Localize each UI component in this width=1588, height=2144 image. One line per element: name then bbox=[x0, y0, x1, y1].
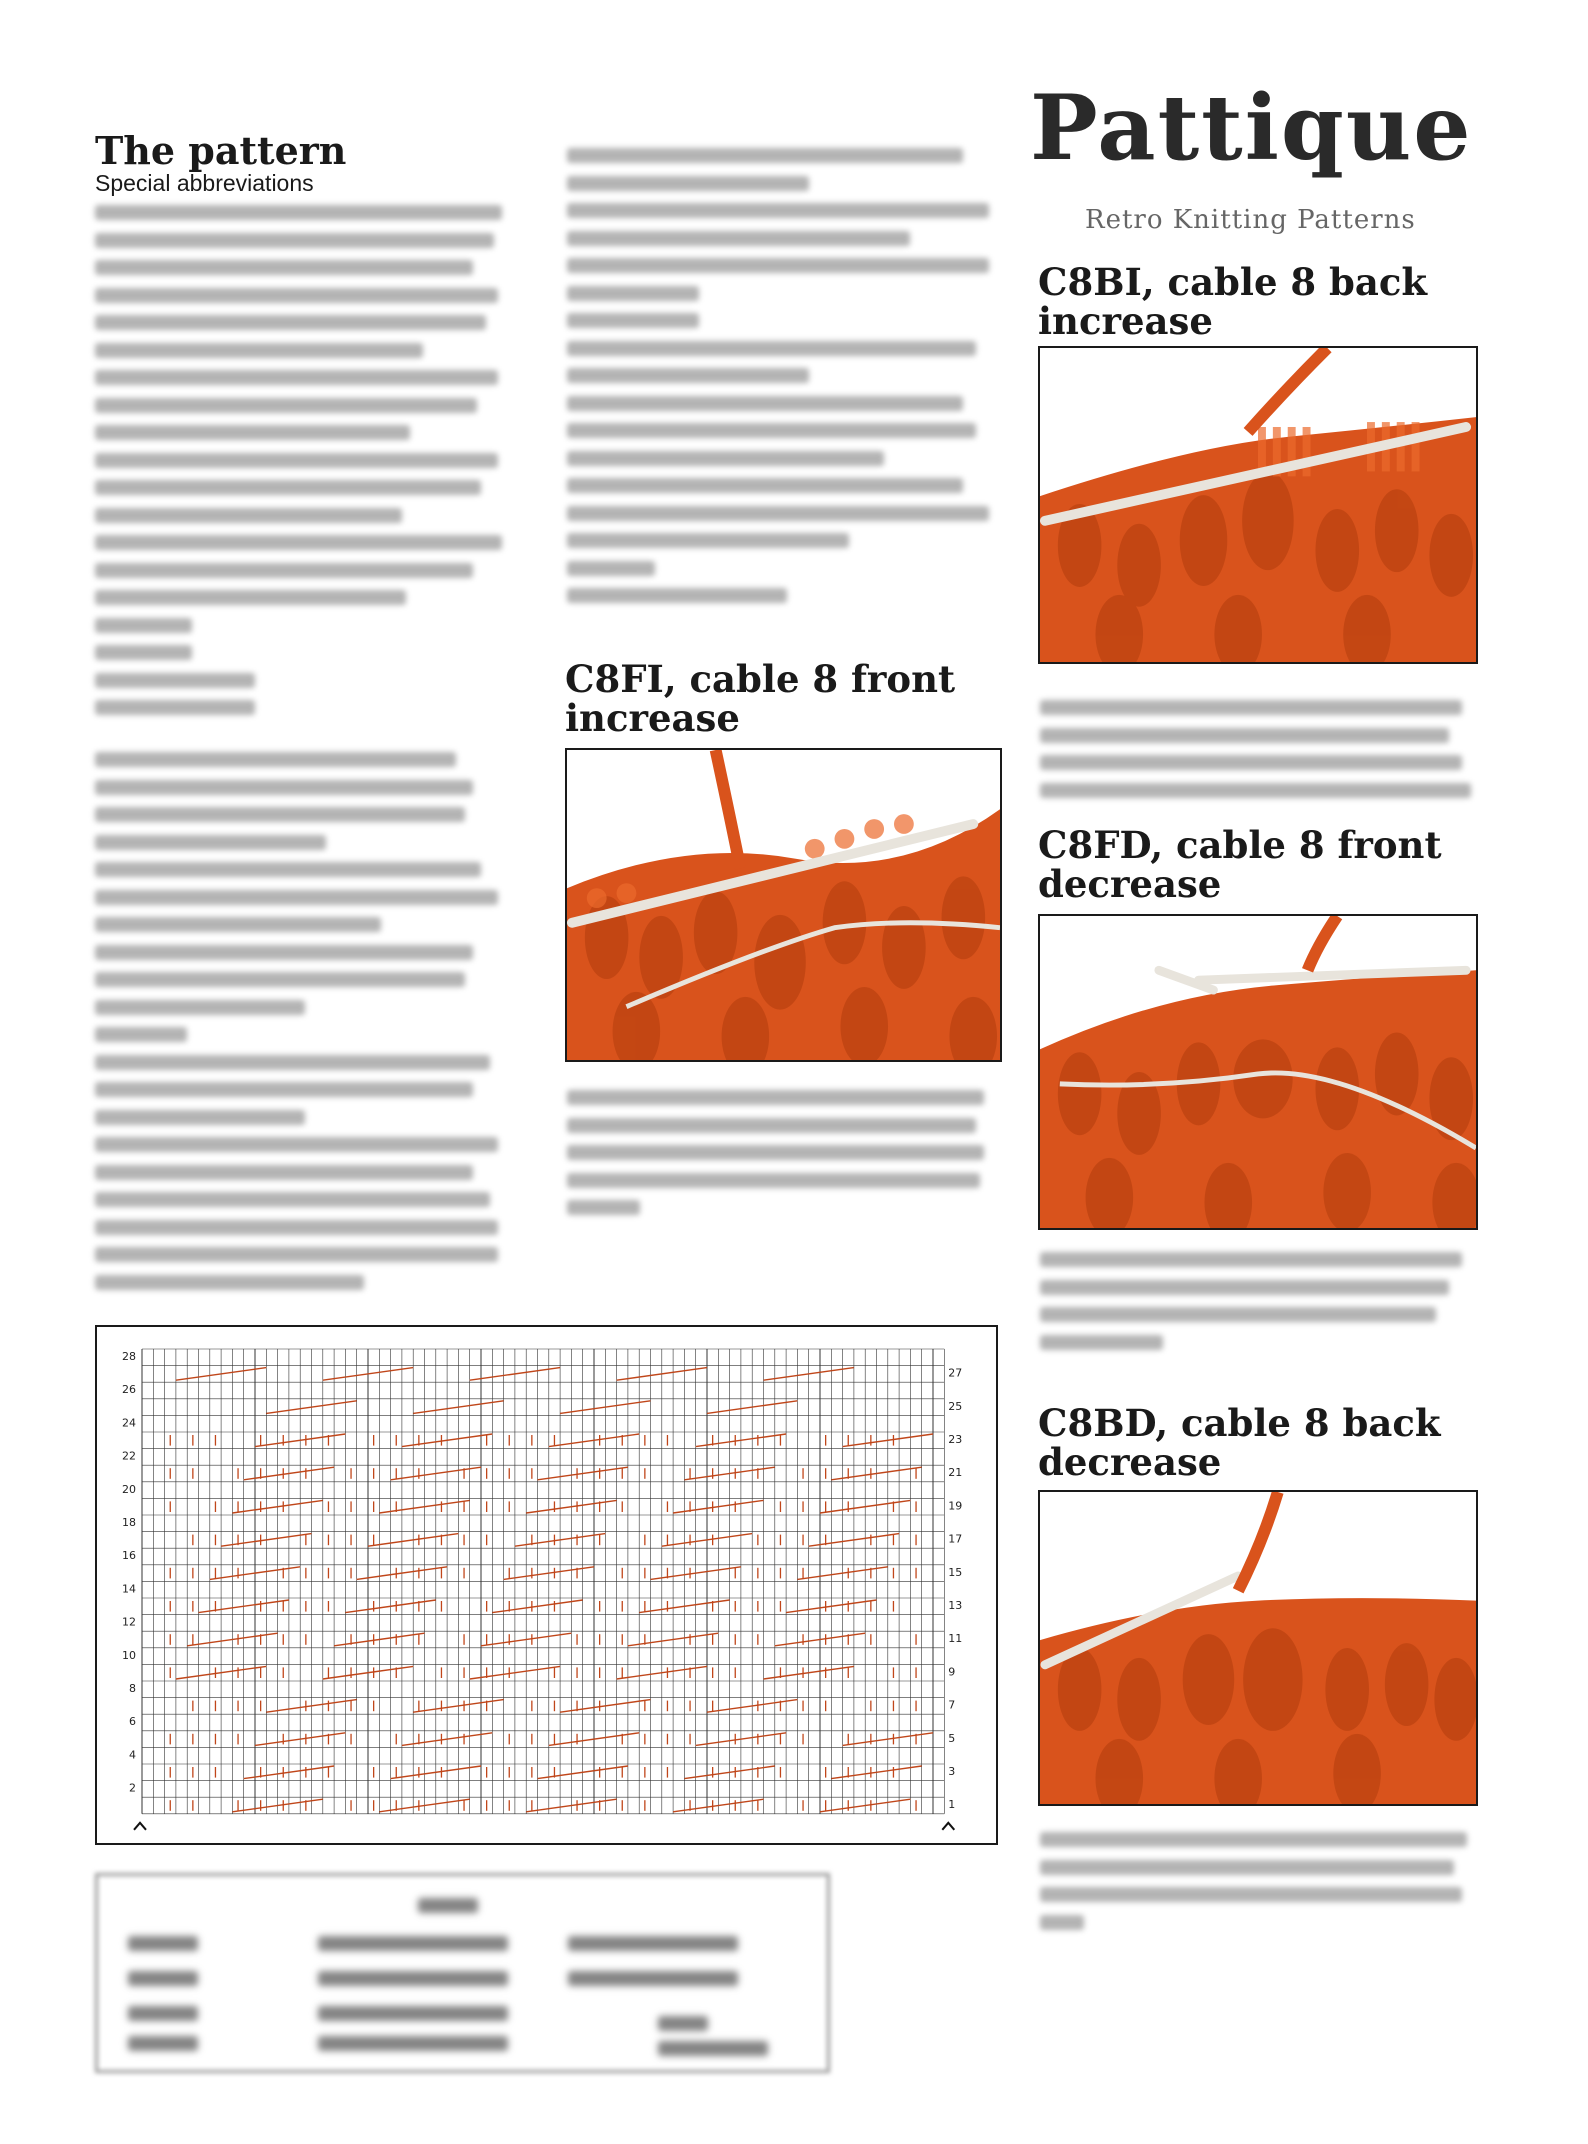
pattern-title: The pattern bbox=[95, 128, 347, 173]
row-number-right: 19 bbox=[948, 1499, 963, 1513]
c8fd-description bbox=[1040, 1252, 1480, 1362]
c8fi-title-line2: increase bbox=[565, 696, 740, 740]
pattern-subtitle: Special abbreviations bbox=[95, 170, 314, 196]
pattique-logo bbox=[1030, 75, 1473, 245]
row-number-right: 9 bbox=[948, 1665, 956, 1679]
c8bd-photo bbox=[1038, 1490, 1478, 1806]
row-number-left: 22 bbox=[122, 1449, 136, 1463]
c8bi-heading bbox=[1038, 260, 1428, 343]
row-number-right: 3 bbox=[948, 1765, 956, 1778]
row-number-right: 23 bbox=[948, 1433, 963, 1446]
row-number-left: 26 bbox=[122, 1383, 136, 1397]
knitting-chart-svg bbox=[97, 1327, 996, 1843]
row-number-left: 24 bbox=[122, 1416, 136, 1430]
row-number-right: 1 bbox=[948, 1798, 956, 1812]
c8fi-description bbox=[567, 1090, 997, 1228]
row-number-left: 28 bbox=[122, 1350, 136, 1363]
row-number-left: 14 bbox=[122, 1582, 136, 1596]
c8bi-title-line2: increase bbox=[1038, 299, 1213, 343]
c8fi-photo bbox=[565, 748, 1002, 1062]
row-number-left: 6 bbox=[129, 1715, 136, 1729]
c8fd-title-line2: decrease bbox=[1038, 862, 1222, 906]
row-number-right: 5 bbox=[948, 1731, 956, 1745]
row-number-left: 12 bbox=[122, 1615, 136, 1629]
abbreviations-text bbox=[95, 205, 515, 728]
row-number-right: 21 bbox=[948, 1466, 963, 1480]
instructions-text-middle bbox=[567, 148, 1007, 616]
logo-wordmark: Pattique bbox=[1030, 75, 1473, 181]
row-number-right: 25 bbox=[948, 1399, 963, 1413]
c8fi-heading bbox=[565, 657, 956, 740]
row-number-left: 2 bbox=[129, 1781, 136, 1795]
row-number-left: 4 bbox=[129, 1748, 136, 1762]
row-number-right: 15 bbox=[948, 1565, 963, 1579]
c8bi-title-line1: C8BI, cable 8 back bbox=[1038, 260, 1428, 304]
logo-tagline: Retro Knitting Patterns bbox=[1085, 205, 1416, 235]
c8fd-photo bbox=[1038, 914, 1478, 1230]
row-number-right: 7 bbox=[948, 1698, 956, 1712]
row-number-left: 8 bbox=[129, 1682, 136, 1695]
c8bi-photo bbox=[1038, 346, 1478, 664]
row-number-right: 11 bbox=[948, 1632, 963, 1646]
c8fd-title-line1: C8FD, cable 8 front bbox=[1038, 823, 1442, 867]
row-number-right: 13 bbox=[948, 1599, 963, 1612]
row-number-right: 27 bbox=[948, 1366, 963, 1380]
c8fi-title-line1: C8FI, cable 8 front bbox=[565, 657, 956, 701]
row-number-right: 17 bbox=[948, 1532, 963, 1546]
chart-start-caret-left bbox=[134, 1823, 146, 1830]
row-number-left: 10 bbox=[122, 1648, 136, 1662]
c8bd-title-line1: C8BD, cable 8 back bbox=[1038, 1401, 1441, 1445]
c8fd-heading bbox=[1038, 823, 1442, 906]
row-number-left: 16 bbox=[122, 1549, 136, 1563]
instructions-text-left bbox=[95, 752, 515, 1302]
knitting-chart bbox=[95, 1325, 998, 1845]
chart-start-caret-right bbox=[942, 1823, 954, 1830]
c8bi-description bbox=[1040, 700, 1480, 810]
c8bd-heading bbox=[1038, 1401, 1441, 1484]
c8bd-title-line2: decrease bbox=[1038, 1440, 1222, 1484]
c8bd-description bbox=[1040, 1832, 1480, 1942]
chart-key bbox=[95, 1873, 830, 2073]
row-number-left: 18 bbox=[122, 1516, 136, 1529]
row-number-left: 20 bbox=[122, 1482, 136, 1496]
